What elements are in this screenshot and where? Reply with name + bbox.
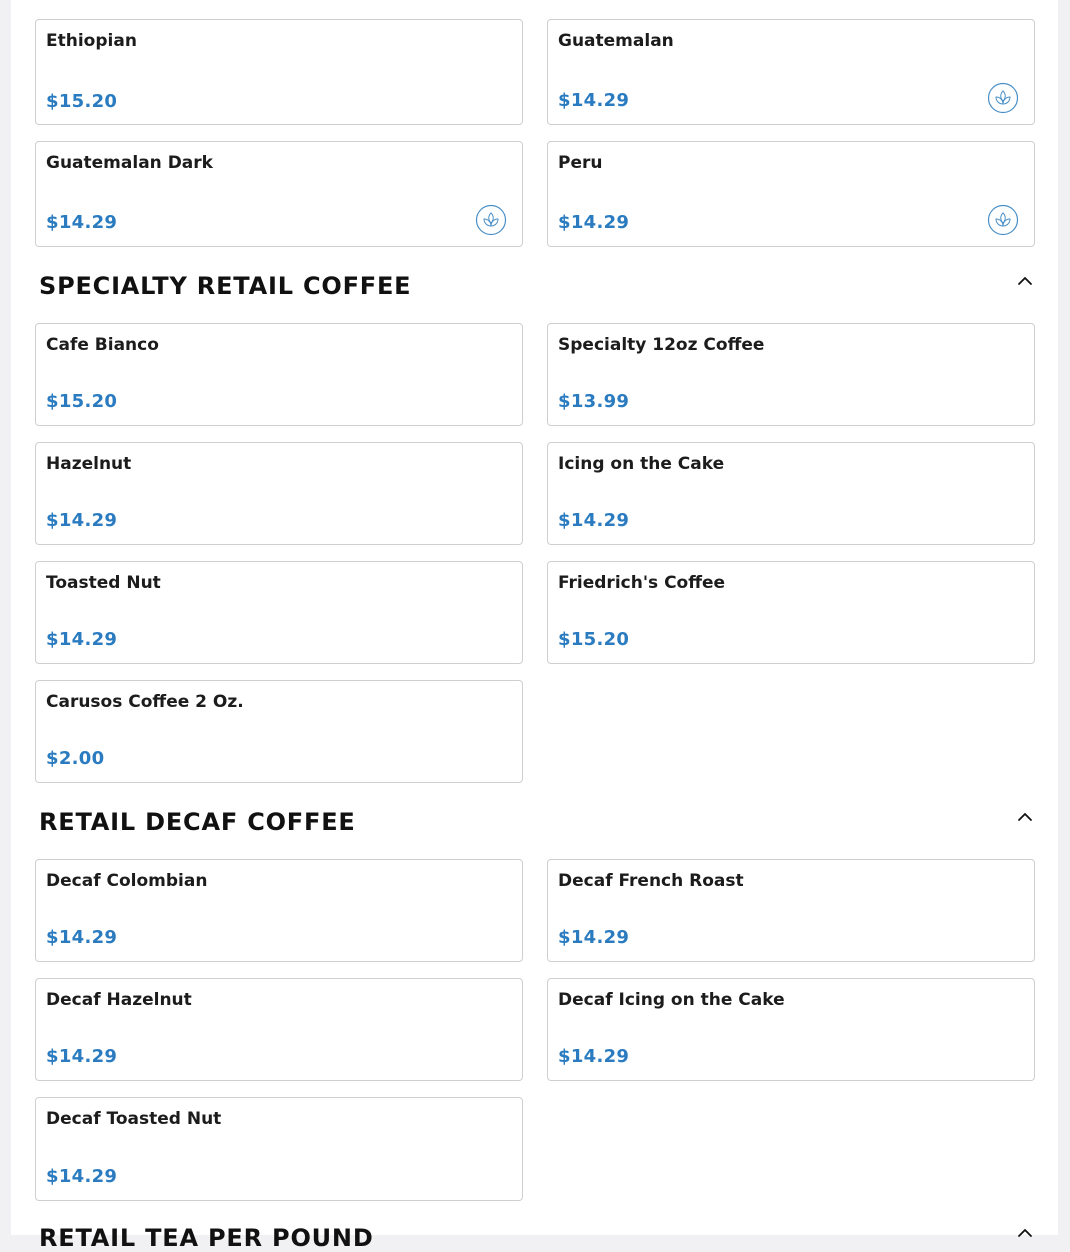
item-price: $15.20 [46, 91, 118, 112]
item-name: Ethiopian [46, 31, 137, 51]
item-name: Icing on the Cake [558, 454, 725, 474]
item-price: $14.29 [46, 629, 118, 650]
menu-page [11, 0, 1058, 1252]
menu-item-card[interactable] [35, 978, 523, 1081]
item-name: Decaf Colombian [46, 871, 208, 891]
menu-item-card[interactable] [547, 442, 1035, 545]
section-title-specialty: SPECIALTY RETAIL COFFEE [39, 272, 412, 300]
menu-item-card[interactable] [35, 19, 523, 125]
item-name: Decaf Toasted Nut [46, 1109, 222, 1129]
item-price: $14.29 [46, 1046, 118, 1067]
menu-item-card[interactable] [547, 323, 1035, 426]
menu-item-card[interactable] [35, 1097, 523, 1201]
item-name: Peru [558, 153, 603, 173]
section-title-tea: RETAIL TEA PER POUND [39, 1224, 374, 1252]
item-price: $15.20 [558, 629, 630, 650]
item-name: Decaf Hazelnut [46, 990, 192, 1010]
chevron-up-icon[interactable] [1016, 1224, 1034, 1242]
item-price: $14.29 [46, 1166, 118, 1187]
chevron-up-icon[interactable] [1016, 272, 1034, 290]
item-name: Guatemalan Dark [46, 153, 213, 173]
item-name: Hazelnut [46, 454, 132, 474]
item-name: Decaf French Roast [558, 871, 744, 891]
item-price: $14.29 [558, 90, 630, 111]
leaf-icon [987, 82, 1019, 114]
item-name: Specialty 12oz Coffee [558, 335, 765, 355]
item-name: Cafe Bianco [46, 335, 159, 355]
item-price: $15.20 [46, 391, 118, 412]
item-price: $14.29 [558, 510, 630, 531]
menu-item-card[interactable] [35, 141, 523, 247]
item-price: $14.29 [558, 212, 630, 233]
item-name: Carusos Coffee 2 Oz. [46, 692, 244, 712]
item-price: $14.29 [46, 212, 118, 233]
menu-item-card[interactable] [35, 680, 523, 783]
item-name: Decaf Icing on the Cake [558, 990, 785, 1010]
item-price: $14.29 [558, 1046, 630, 1067]
item-price: $14.29 [46, 927, 118, 948]
menu-item-card[interactable] [35, 323, 523, 426]
menu-item-card[interactable] [547, 19, 1035, 125]
item-name: Guatemalan [558, 31, 674, 51]
item-name: Friedrich's Coffee [558, 573, 726, 593]
leaf-icon [987, 204, 1019, 236]
item-price: $2.00 [46, 748, 105, 769]
item-price: $14.29 [558, 927, 630, 948]
menu-item-card[interactable] [35, 859, 523, 962]
menu-item-card[interactable] [547, 859, 1035, 962]
menu-item-card[interactable] [35, 561, 523, 664]
item-price: $13.99 [558, 391, 630, 412]
menu-item-card[interactable] [547, 561, 1035, 664]
leaf-icon [475, 204, 507, 236]
section-title-decaf: RETAIL DECAF COFFEE [39, 808, 356, 836]
menu-item-card[interactable] [35, 442, 523, 545]
chevron-up-icon[interactable] [1016, 808, 1034, 826]
item-price: $14.29 [46, 510, 118, 531]
menu-item-card[interactable] [547, 978, 1035, 1081]
item-name: Toasted Nut [46, 573, 161, 593]
menu-item-card[interactable] [547, 141, 1035, 247]
